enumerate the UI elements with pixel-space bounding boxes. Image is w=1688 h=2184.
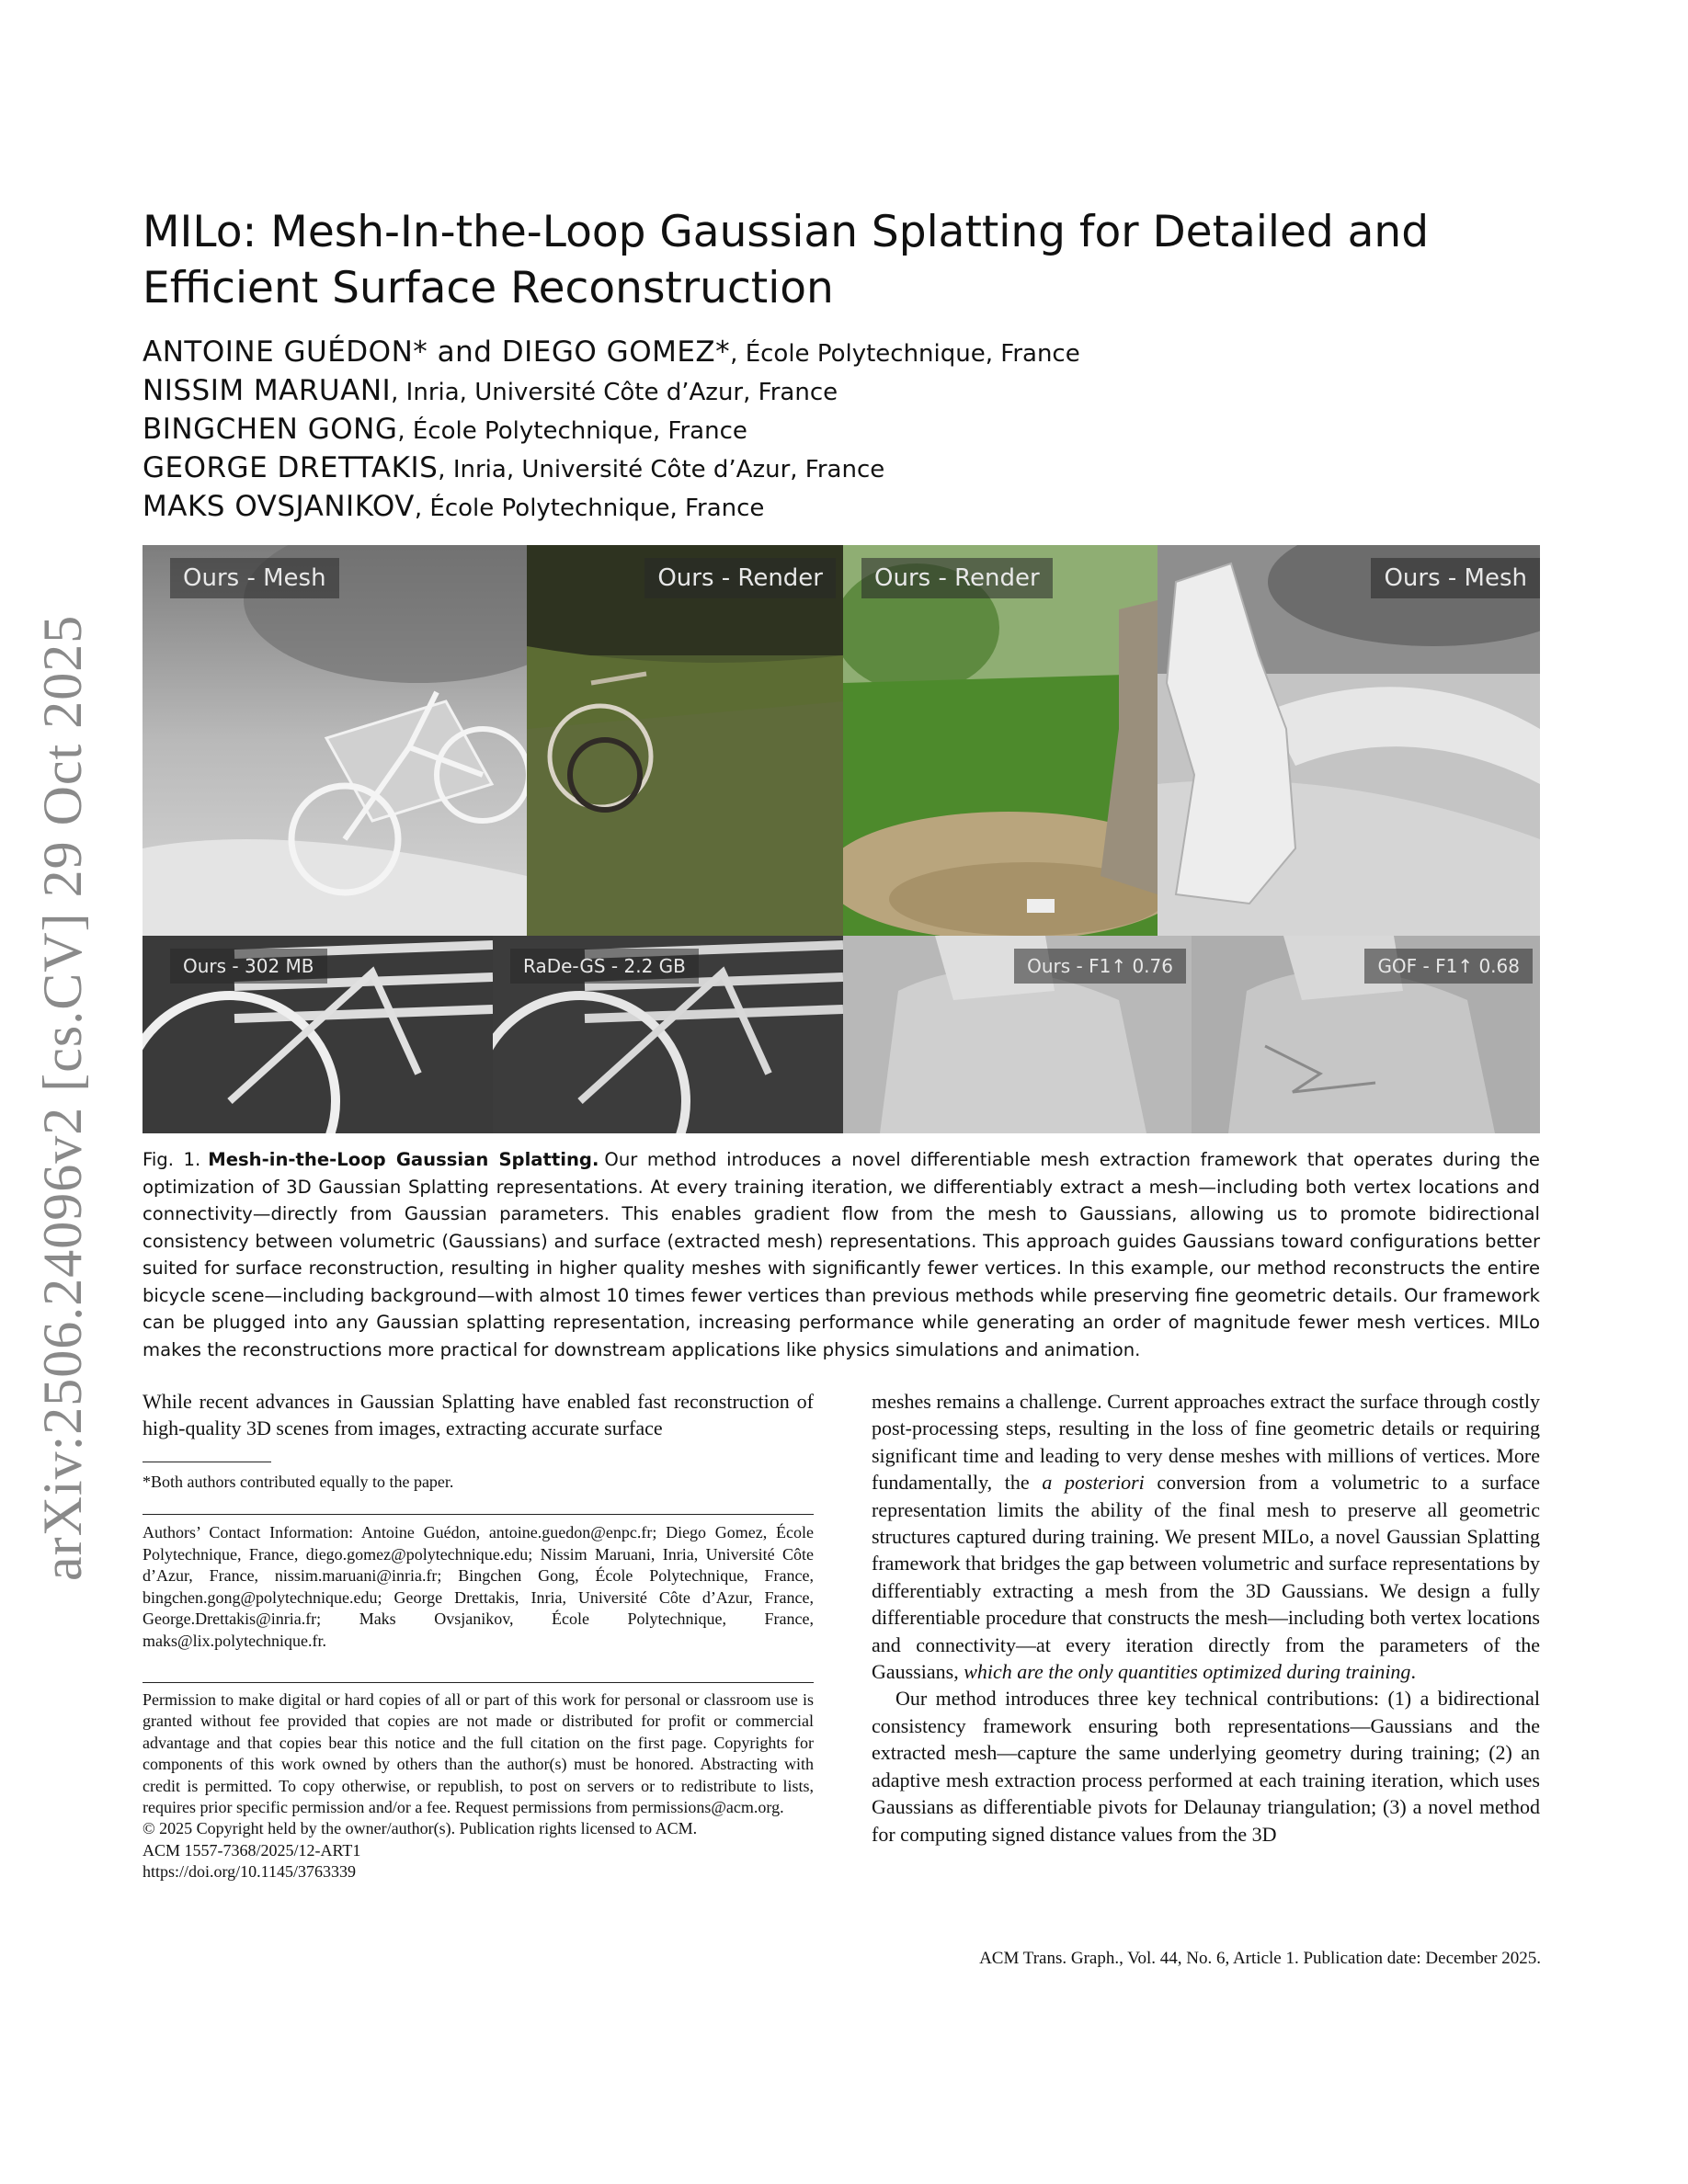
- bicycle-render-image: [527, 545, 843, 936]
- author-line: [143, 487, 1246, 526]
- copyright-line: © 2025 Copyright held by the owner/author(s). Publication rights licensed to ACM.: [143, 1819, 698, 1838]
- figure-number: Fig. 1.: [143, 1149, 201, 1170]
- permission-block: [143, 1689, 814, 1883]
- label-radegs-size: RaDe-GS - 2.2 GB: [510, 949, 699, 984]
- author-affiliation: , Inria, Université Côte d’Azur, France: [391, 379, 838, 406]
- author-line: [143, 371, 1246, 410]
- journal-footer: ACM Trans. Graph., Vol. 44, No. 6, Article 1. Publication date: December 2025.: [979, 1949, 1541, 1968]
- permission-notice: Permission to make digital or hard copies of all or part of this work for personal or classroom use is granted without fee provided that copies are not made or distributed for profit or commercial advantage and that copies bear this notice and the full citation on the first page. Copyrights for components of this work owned by others than the author(s) must be honored. Abstracting with credit is permitted. To copy otherwise, or republish, to post on servers or to redistribute to lists, requires prior specific permission and/or a fee. Request permissions from permissions@acm.org.: [143, 1690, 814, 1817]
- statue-mesh-image: [1158, 545, 1540, 936]
- body-text: meshes remains a challenge. Current approaches extract the surface through costly post-processing steps, resulting in the loss of fine geometric details or requiring significant time and leading to very dense meshes with millions of vertices. More fundamentally, the: [872, 1390, 1540, 1495]
- right-column: [872, 1388, 1540, 1848]
- author-line: [143, 410, 1246, 449]
- author-name: NISSIM MARUANI: [143, 374, 392, 407]
- statue-mesh-panel: [1158, 545, 1540, 936]
- body-paragraph-1: [872, 1388, 1540, 1685]
- author-name: ANTOINE GUÉDON* and DIEGO GOMEZ*: [143, 336, 731, 369]
- author-name: MAKS OVSJANIKOV: [143, 490, 415, 523]
- author-list: [143, 333, 1246, 526]
- label-ours-mesh-statue: Ours - Mesh: [1371, 558, 1540, 598]
- label-ours-size: Ours - 302 MB: [170, 949, 327, 984]
- bicycle-mesh-panel: [143, 545, 527, 936]
- author-affiliation: , École Polytechnique, France: [730, 340, 1080, 368]
- author-contact-info: Authors’ Contact Information: Antoine Guédon, antoine.guedon@enpc.fr; Diego Gomez, École Polytechnique, France, diego.gomez@polytechnique.edu; Nissim Maruani, Inria, Université Côte d’Azur, France, nissim.maruani@inria.fr; Bingchen Gong, École Polytechnique, France, bingchen.gong@polytechnique.edu; George Drettakis, Inria, Université Côte d’Azur, France, George.Drettakis@inria.fr; Maks Ovsjanikov, École Polytechnique, France, maks@lix.polytechnique.fr.: [143, 1523, 814, 1650]
- permission-rule: [143, 1682, 814, 1683]
- emphasis-text: which are the only quantities optimized during training: [964, 1660, 1411, 1684]
- left-column: [143, 1388, 814, 1442]
- body-text: .: [1410, 1660, 1416, 1684]
- figure-caption: [143, 1146, 1540, 1363]
- author-name: GEORGE DRETTAKIS: [143, 451, 439, 484]
- teaser-figure: [143, 545, 1540, 1133]
- label-gof-f1: GOF - F1↑ 0.68: [1364, 949, 1533, 984]
- emphasis-text: a posteriori: [1042, 1471, 1145, 1495]
- label-ours-render-statue: Ours - Render: [861, 558, 1053, 598]
- label-ours-render-bicycle: Ours - Render: [644, 558, 836, 598]
- author-affiliation: , Inria, Université Côte d’Azur, France: [438, 456, 885, 483]
- author-affiliation: , École Polytechnique, France: [397, 417, 747, 445]
- author-line: [143, 449, 1246, 487]
- issn-line: ACM 1557-7368/2025/12-ART1: [143, 1840, 361, 1860]
- body-paragraph-2: Our method introduces three key technical contributions: (1) a bidirectional consistency framework ensuring both representations—Gaussians and the extracted mesh—capture the same underlying geometry during training; (2) an adaptive mesh extraction process performed at each training iteration, which uses Gaussians as differentiable pivots for Delaunay triangulation; (3) a novel method for computing signed distance values from the 3D: [872, 1687, 1540, 1846]
- statue-render-image: [843, 545, 1158, 936]
- contact-rule: [143, 1514, 814, 1515]
- statue-render-panel: [843, 545, 1158, 936]
- author-affiliation: , École Polytechnique, France: [414, 495, 765, 522]
- label-ours-f1: Ours - F1↑ 0.76: [1014, 949, 1186, 984]
- body-text: conversion from a volumetric to a surface representation limits the ability of the final mesh to preserve all geometric structures captured during training. We present MILo, a novel Gaussian Splatting framework that bridges the gap between volumetric and surface representations by differentiably extracting a mesh from the 3D Gaussians. We design a fully differentiable procedure that constructs the mesh—including both vertex locations and connectivity—at every iteration directly from the parameters of the Gaussians,: [872, 1471, 1540, 1684]
- intro-paragraph: While recent advances in Gaussian Splatting have enabled fast reconstruction of high-quality 3D scenes from images, extracting accurate surface: [143, 1390, 814, 1440]
- equal-contribution-footnote: *Both authors contributed equally to the paper.: [143, 1473, 454, 1491]
- arxiv-stamp: arXiv:2506.24096v2 [cs.CV] 29 Oct 2025: [32, 614, 93, 1581]
- figure-title: Mesh-in-the-Loop Gaussian Splatting.: [208, 1149, 599, 1170]
- author-line: [143, 333, 1246, 371]
- bicycle-render-panel: [527, 545, 843, 936]
- label-ours-mesh-bicycle: Ours - Mesh: [170, 558, 339, 598]
- author-name: BINGCHEN GONG: [143, 413, 398, 446]
- caption-text: Our method introduces a novel differentiable mesh extraction framework that operates during the optimization of 3D Gaussian Splatting representations. At every training iteration, we differentiably extract a mesh—including both vertex locations and connectivity—directly from Gaussian parameters. This enables gradient flow from the mesh to Gaussians, allowing us to promote bidirectional consistency between volumetric (Gaussians) and surface (extracted mesh) representations. This approach guides Gaussians toward configurations better suited for surface reconstruction, resulting in higher quality meshes with significantly fewer vertices. In this example, our method reconstructs the entire bicycle scene—including background—with almost 10 times fewer vertices than previous methods while preserving fine geometric details. Our framework can be plugged into any Gaussian splatting representation, increasing performance while generating an order of magnitude fewer mesh vertices. MILo makes the reconstructions more practical for downstream applications like physics simulations and animation.: [143, 1149, 1540, 1360]
- paper-title: MILo: Mesh-In-the-Loop Gaussian Splatting for Detailed and Efficient Surface Reconstruction: [143, 207, 1430, 313]
- doi-link[interactable]: https://doi.org/10.1145/3763339: [143, 1862, 357, 1882]
- bicycle-mesh-image: [143, 545, 527, 936]
